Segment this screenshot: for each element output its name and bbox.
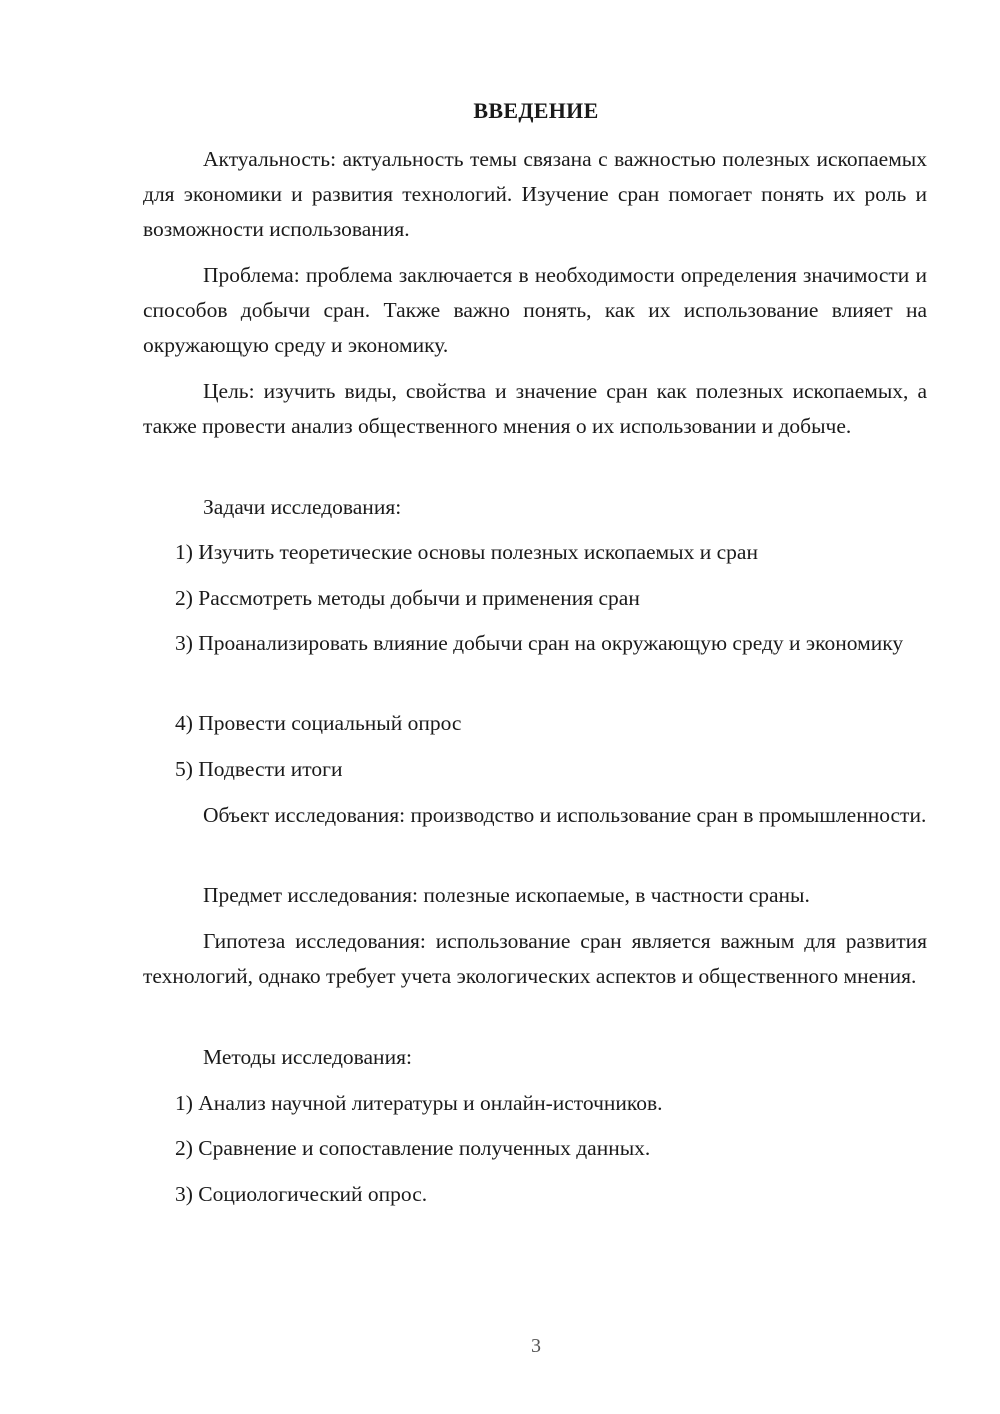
task-item-4: 4) Провести социальный опрос [175,711,462,735]
task-item-1: 1) Изучить теоретические основы полезных ископаемых и сран [175,540,758,564]
task-item-2: 2) Рассмотреть методы добычи и применения сран [175,586,640,610]
section-heading: ВВЕДЕНИЕ [473,98,599,123]
problem-paragraph: Проблема: проблема заключается в необходимости определения значимости и способов добычи сран. Также важно понять, как их использование влияет на окружающую среду и экономику. [143,263,927,357]
subject-paragraph: Предмет исследования: полезные ископаемые, в частности сраны. [203,883,810,907]
goal-paragraph: Цель: изучить виды, свойства и значение сран как полезных ископаемых, а также провести анализ общественного мнения о их использовании и добыче. [143,379,927,438]
method-item-2: 2) Сравнение и сопоставление полученных данных. [175,1136,651,1160]
method-item-3: 3) Социологический опрос. [175,1182,428,1206]
methods-title: Методы исследования: [203,1045,412,1069]
tasks-title: Задачи исследования: [203,495,402,519]
task-item-3: 3) Проанализировать влияние добычи сран на окружающую среду и экономику [175,631,904,655]
hypothesis-paragraph: Гипотеза исследования: использование сран является важным для развития технологий, однако требует учета экологических аспектов и общественного мнения. [143,929,927,988]
method-item-1: 1) Анализ научной литературы и онлайн-источников. [175,1091,663,1115]
relevance-paragraph: Актуальность: актуальность темы связана с важностью полезных ископаемых для экономики и развития технологий. Изучение сран помогает понять их роль и возможности использования. [143,147,927,241]
page-number: 3 [531,1335,541,1357]
task-item-5: 5) Подвести итоги [175,757,343,781]
object-paragraph: Объект исследования: производство и использование сран в промышленности. [203,803,927,827]
